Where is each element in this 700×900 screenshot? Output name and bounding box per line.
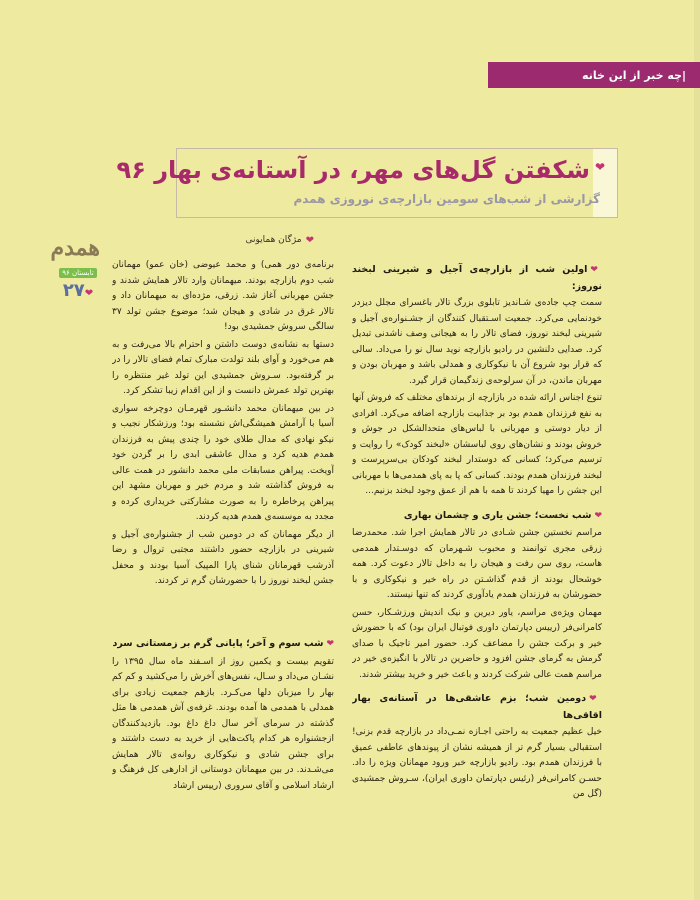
page-number-row bbox=[56, 281, 100, 304]
page-spine bbox=[694, 0, 700, 900]
paragraph: تنوع اجناس ارائه شده در بازارچه از برندهای مختلف که فروش آنها به نفع فرزندان همدم بود بر جذابیت بازارچه اضافه می‌کرد. افرادی از دیار دوستی و مهربانی با لباس‌های متحدالشکل در جوش و خروش بودند و نشان‌های روی لباسشان «لبخند کودک» را روایت و ترسیم می‌کرد؛ کسانی که دوستدار لبخند کودکان بی‌سرپرست و لبخند فرزندان همدم بودند. کسانی که پا به پای همدمی‌ها با مهربانی این جشن را مهیا کردند تا همه با هم از عمق وجود لبخند بزنیم... bbox=[352, 393, 602, 496]
heart-icon: ❤ bbox=[305, 234, 314, 246]
paragraph: مهمان ویژه‌ی مراسم، یاور دیرین و نیک اندیش ورزشـکار، حسن کامرانی‌فر (رییس دپارتمان داوری فوتبال ایران بود) که با حضورش خیر و برکت جشن را مضاعف کرد. حضور امیر تاجیک با صدای گرمش به گرمای جشن افزود و حاضرین در تالار با انگیزه‌ی خیر در مراسم همت عالی شرکت کردند و باعث خیر و خرید بیشتر شدند. bbox=[352, 607, 602, 680]
issue-season-badge: تابستان ۹۶ bbox=[59, 268, 96, 278]
paragraph: سمت چپ جاده‌ی شـاندیز تابلوی بزرگ تالار باغسرای مجلل دیزدر خودنمایی می‌کرد. جمعیت اسـتقبال کنندگان از جشـنواره‌ی آجیل و شیرینی لبخند نوروز، فضای تالار را به هیجانی وصف ناشدنی تبدیل کرد. صدایی دلنشین در رادیو بازارچه نوید سال نو را می‌داد. سالی که قرار بود شروع آن با نیکوکاری و همدلی باشد و مهربان بودن و مهربان ماندن، در آن سرلوحه‌ی زندگیمان قرار گیرد. bbox=[352, 298, 602, 386]
heart-icon: ❤ bbox=[594, 510, 602, 521]
section-heading bbox=[352, 508, 602, 525]
paragraph: در بین میهمانان محمد دانشـور قهرمـان دوچرخه سواری آسیا با آرامش همیشگی‌اش نشسته بود؛ ورزشکار نجیب و نیکو نهادی که مدال طلای خود را چندی پیش به فرزندان همدم هدیه کرد و مدال عاشقی ابدی را بر گردن خود آویخت. پیراهن مسابقات ملی محمد دانشور در همت عالی به فروش گذاشته شد و مردم خیر و مهربان مشهد این پیراهن پرخاطره را به صورت مشارکتی خریداری کرده و مجدد به موسسه‌ی همدم هدیه کردند. bbox=[112, 403, 334, 522]
paragraph: از دیگر مهمانان که در دومین شب از جشنواره‌ی آجیل و شیرینی در بازارچه حضور داشتند مجتبی تروال و رضا آذرشب قهرمانان شنای پارا المپیک آسیا بودند و محفل جشن لبخند نوروز را با حضورشان گرم تر کردند. bbox=[112, 529, 334, 586]
paragraph: خیل عظیم جمعیت به راحتی اجـازه نمـی‌داد در بازارچه قدم بزنی! استقبالی بسیار گرم تر از همیشه نشان از پیوندهای عاطفی عمیق با فرزندان همدم بود. رادیو بازارچه خبر ورود مهمانان ویژه را داد. حسـن کامرانی‌فر (رئیس دپارتمان داوری ایران)، سـروش جمشیدی (گل من bbox=[352, 727, 602, 799]
author-byline bbox=[200, 232, 314, 248]
section-heading-text: دومین شب؛ بزم عاشقی‌ها در آستانه‌ی بهار اقاقی‌ها bbox=[352, 693, 602, 721]
heart-icon: ❤ bbox=[589, 694, 602, 704]
author-name: مژگان همایونی bbox=[245, 235, 302, 245]
section-heading bbox=[352, 691, 602, 723]
section-heading-text: شب سوم و آخر؛ پایانی گرم بر زمستانی سرد bbox=[112, 638, 324, 649]
article-title: شکفتن گل‌های مهر، در آستانه‌ی بهار ۹۶ bbox=[116, 156, 590, 184]
heart-icon: ❤ bbox=[590, 265, 602, 275]
section-heading bbox=[112, 636, 334, 653]
section-heading-text: شب نخست؛ جشن یاری و چشمان بهاری bbox=[403, 509, 592, 521]
article-subtitle: گزارشی از شب‌های سومین بازارچه‌ی نوروزی همدم bbox=[293, 192, 600, 206]
section-tag: |چه خبر از این خانه bbox=[488, 62, 700, 88]
heart-icon: ❤ bbox=[595, 160, 606, 174]
section-heading bbox=[352, 262, 602, 294]
magazine-logo-block bbox=[50, 235, 100, 314]
paragraph: مراسم نخستین جشن شـادی در تالار همایش اجرا شد. محمدرضا زرقی مجری توانمند و محبوب شـهرمان که دوسـتدار همدمی هاست، روی سن رفت و هیجان را به داخل تالار دعوت کرد. همه خوشحال بودند از قدم گذاشـتن در راه خیر و نیکوکاری و با حضورشان به فرزندان همدم یادآوری کردند که تنها نیستند. bbox=[352, 528, 602, 600]
section-heading-text: اولین شب از بازارچه‌ی آجیل و شیرینی لبخند نوروز: bbox=[352, 264, 602, 292]
magazine-logo: همدم bbox=[50, 235, 100, 261]
left-text-column bbox=[112, 258, 334, 678]
right-text-column bbox=[352, 262, 602, 882]
paragraph: تقویم بیست و یکمین روز از اسـفند ماه سال ۱۳۹۵ را نشـان می‌داد و سـال، نفس‌های آخرش را می‌کشید و کم کم بهار را میزبان دلها می‌کـرد. بازهم جمعیت زیادی برای همدلی با همدمی ها آمده بودند. غرفه‌ی آش همدمی ها مثل گذشته در سرمای آخر سال داغ داغ بود. بازدیدکنندگان ازجشنواره هر کدام پاکت‌هایی از خرید به دست داشتند و برای جشن شادی و نیکوکاری روانه‌ی تالار همایش می‌شـدند. در بین میهمانان دوستانی از ادارهی کل فرهنگ و ارشاد اسلامی و آقای سروری (رییس ارشاد bbox=[112, 656, 334, 791]
paragraph: برنامه‌ی دور همی) و محمد عیوضی (خان عمو) مهمانان شب دوم بازارچه بودند. میهمانان وارد تالار همایش شدند و جشن مهربانی آغاز شد. زرقی، مژده‌ای به میهمانان داد و تالار غرق در شادی و هیجان شد؛ موضوع جشن تولد ۳۷ سالگی سروش جمشیدی بود! bbox=[112, 260, 334, 332]
heart-icon: ❤ bbox=[326, 639, 334, 649]
paragraph: دستها به نشانه‌ی دوست داشتن و احترام بالا می‌رفت و به هم می‌خورد و آوای بلند تولدت مبارک تمام فضای تالار را در بر گرفته‌بود. سـروش جمشیدی این تولد غیر منتظره را بهترین تولد عمرش دانست و از این اقدام زیبا تشکر کرد. bbox=[112, 339, 334, 396]
left-text-column-lower bbox=[112, 636, 334, 796]
page-number: ۲۷ bbox=[62, 280, 85, 301]
heart-icon: ❤ bbox=[84, 288, 94, 299]
